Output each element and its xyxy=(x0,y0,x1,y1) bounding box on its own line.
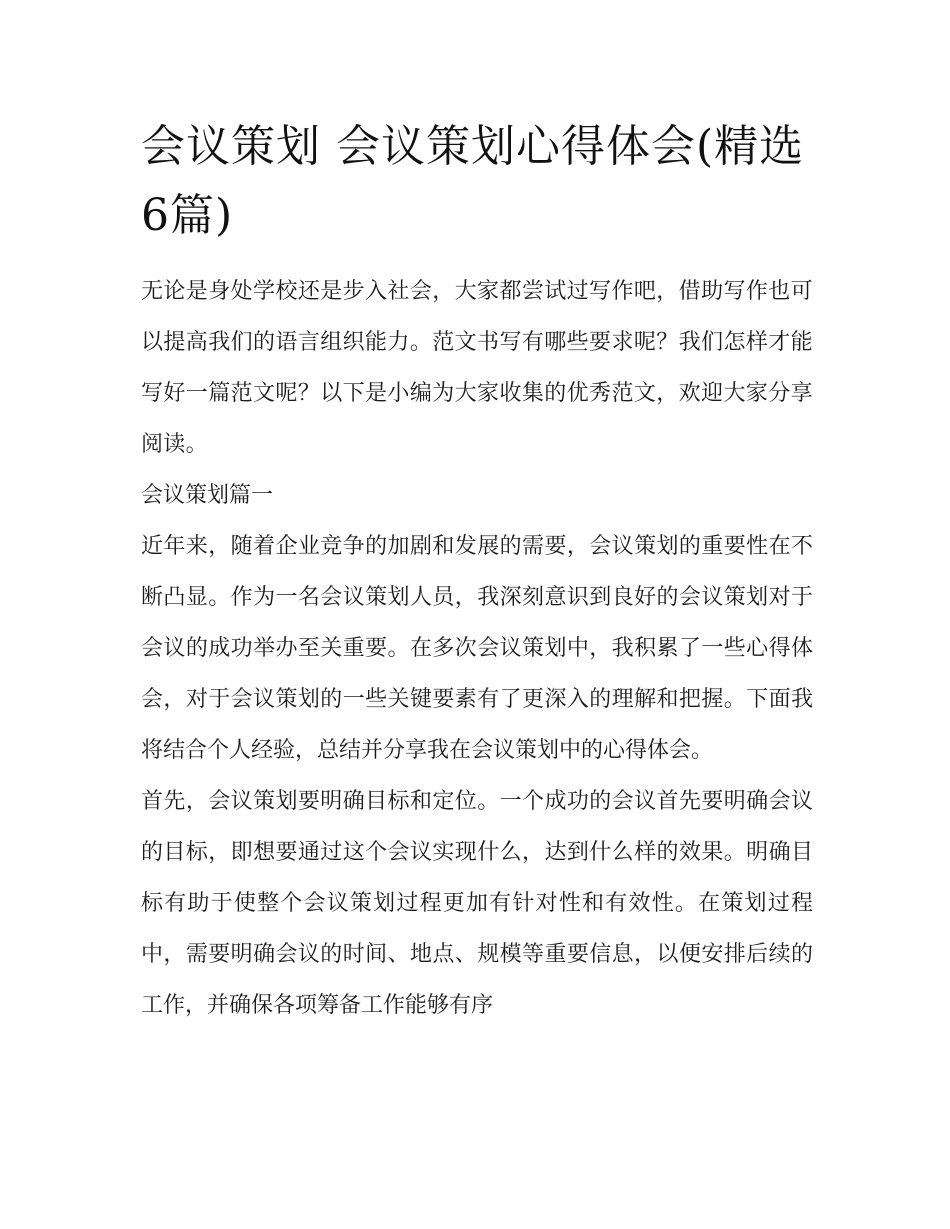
document-content xyxy=(141,112,813,1031)
document-title: 会议策划 会议策划心得体会(精选6篇) xyxy=(141,121,805,241)
document-body xyxy=(141,266,813,1031)
body-paragraph: 近年来，随着企业竞争的加剧和发展的需要，会议策划的重要性在不断凸显。作为一名会议策划人员，我深刻意识到良好的会议策划对于会议的成功举办至关重要。在多次会议策划中，我积累了一些心得体会，对于会议策划的一些关键要素有了更深入的理解和把握。下面我将结合个人经验，总结并分享我在会议策划中的心得体会。 xyxy=(141,534,813,763)
intro-paragraph: 无论是身处学校还是步入社会，大家都尝试过写作吧，借助写作也可以提高我们的语言组织能力。范文书写有哪些要求呢？我们怎样才能写好一篇范文呢？以下是小编为大家收集的优秀范文，欢迎大家分享阅读。 xyxy=(141,279,813,457)
body-paragraph: 首先，会议策划要明确目标和定位。一个成功的会议首先要明确会议的目标，即想要通过这个会议实现什么，达到什么样的效果。明确目标有助于使整个会议策划过程更加有针对性和有效性。在策划过程中，需要明确会议的时间、地点、规模等重要信息，以便安排后续的工作，并确保各项筹备工作能够有序 xyxy=(141,789,813,1018)
section-heading: 会议策划篇一 xyxy=(141,483,274,508)
